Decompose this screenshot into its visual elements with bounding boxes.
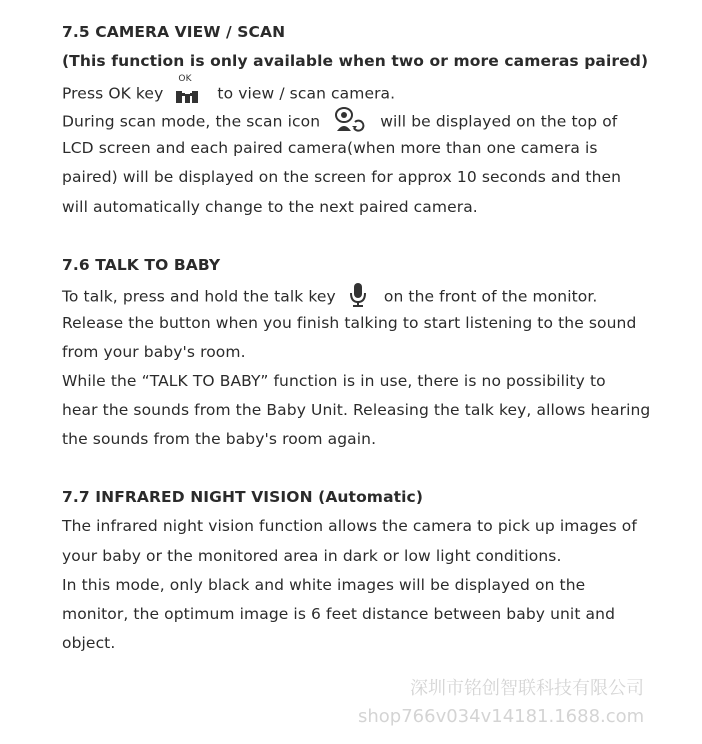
note-cameras-paired: (This function is only available when two or more cameras paired): [62, 52, 649, 70]
heading-camera-view-scan: 7.5 CAMERA VIEW / SCAN: [62, 23, 286, 41]
talk-key-line: [62, 284, 597, 310]
body-line: object.: [62, 634, 116, 652]
body-line: your baby or the monitored area in dark or low light conditions.: [62, 547, 562, 565]
ok-key-text-post: to view / scan camera.: [217, 84, 396, 103]
ok-key-text-pre: Press OK key: [62, 84, 164, 103]
body-line: LCD screen and each paired camera(when more than one camera is: [62, 139, 598, 157]
body-line: In this mode, only black and white images will be displayed on the: [62, 576, 586, 594]
heading-talk-to-baby: 7.6 TALK TO BABY: [62, 256, 221, 274]
body-line: from your baby's room.: [62, 343, 246, 361]
body-line: will automatically change to the next paired camera.: [62, 198, 478, 216]
body-line: paired) will be displayed on the screen for approx 10 seconds and then: [62, 168, 622, 186]
scan-text-pre: During scan mode, the scan icon: [62, 112, 321, 131]
talk-text-post: on the front of the monitor.: [383, 287, 598, 306]
scan-text-post: will be displayed on the top of: [380, 112, 618, 131]
ok-key-line: [62, 74, 396, 108]
watermark-company: 深圳市铭创智联科技有限公司: [410, 678, 644, 699]
scan-icon-line: [62, 109, 617, 135]
talk-text-pre: To talk, press and hold the talk key: [62, 287, 336, 306]
body-line: While the “TALK TO BABY” function is in use, there is no possibility to: [62, 372, 606, 390]
body-line: the sounds from the baby's room again.: [62, 430, 377, 448]
ok-key-icon-label: OK: [178, 74, 192, 84]
body-line: hear the sounds from the Baby Unit. Releasing the talk key, allows hearing: [62, 401, 651, 419]
watermark-shop-url: shop766v034v14181.1688.com: [358, 706, 645, 727]
body-line: monitor, the optimum image is 6 feet distance between baby unit and: [62, 605, 616, 623]
heading-infrared-night-vision: 7.7 INFRARED NIGHT VISION (Automatic): [62, 488, 424, 506]
microphone-icon: [349, 282, 367, 308]
body-line: The infrared night vision function allows the camera to pick up images of: [62, 517, 637, 535]
ok-key-icon: [174, 74, 200, 106]
body-line: Release the button when you finish talking to start listening to the sound: [62, 314, 637, 332]
scan-camera-icon: [333, 107, 365, 133]
